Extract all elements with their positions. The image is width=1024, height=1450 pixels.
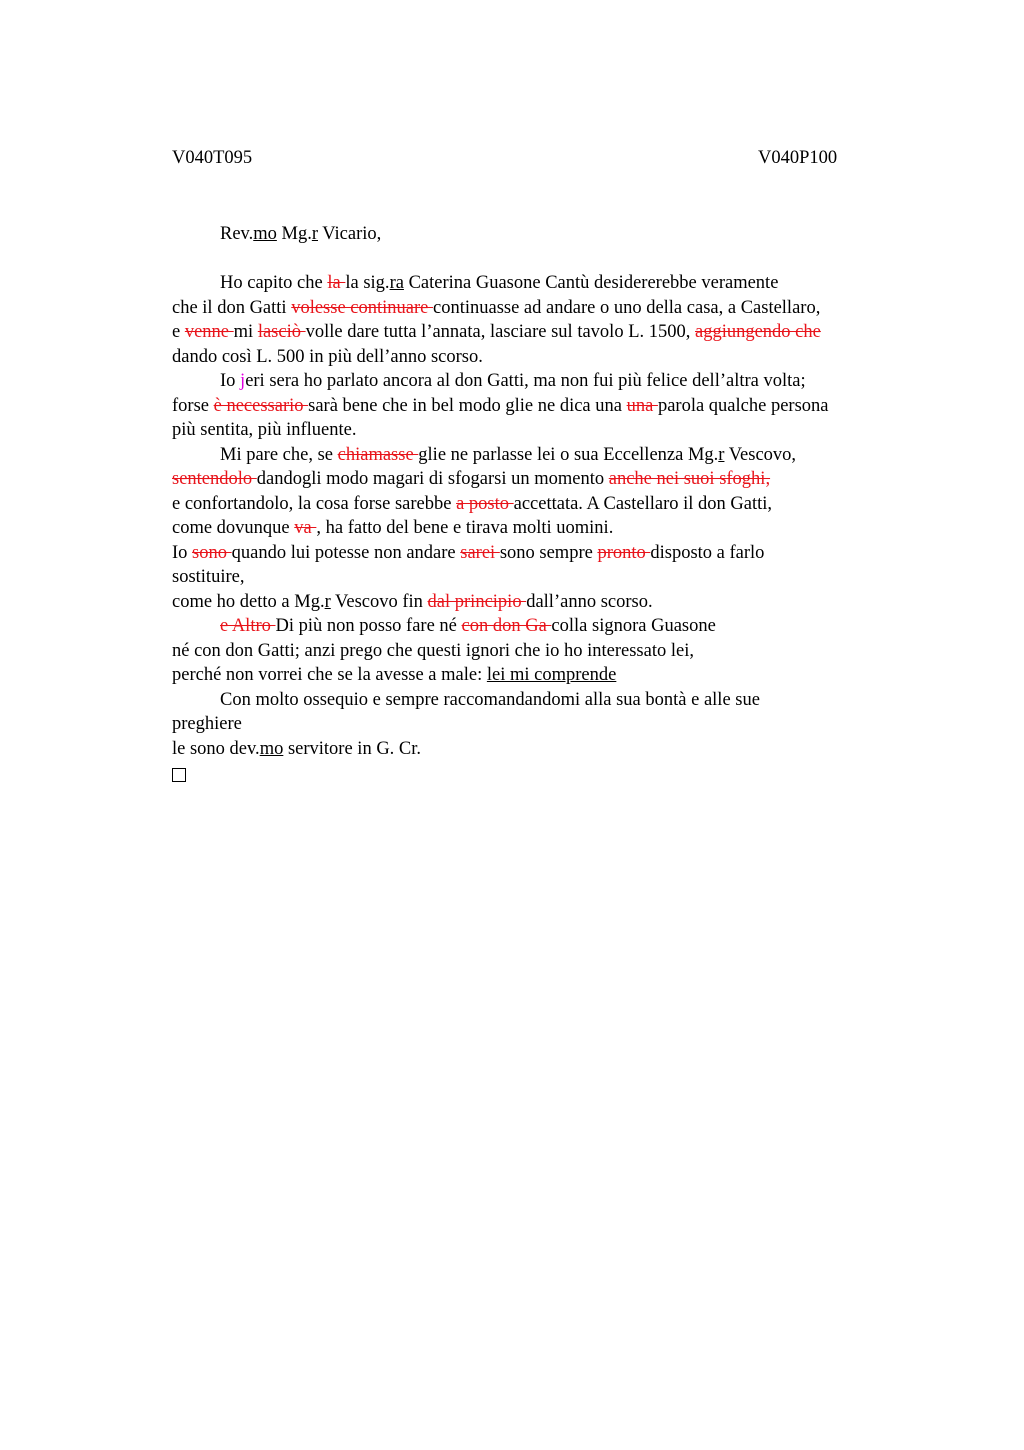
text-run: eri sera ho parlato ancora al don Gatti, ma non fui più felice dell’altra volta;	[245, 371, 806, 391]
deleted-text: a posto	[456, 493, 514, 514]
text-run: r	[718, 444, 725, 465]
deleted-text: la	[327, 273, 346, 293]
text-run: sostituire,	[172, 567, 245, 587]
text-line	[172, 541, 932, 566]
text-run: mi	[233, 322, 258, 342]
deleted-text: è necessario	[213, 395, 309, 416]
text-line	[172, 590, 932, 615]
text-run: volle dare tutta l’annata, lasciare sul tavolo L. 1500,	[305, 322, 695, 342]
text-run: sarà bene che in bel modo glie ne dica una	[308, 395, 627, 416]
text-run: Rev.	[220, 224, 254, 244]
deleted-text: e Altro	[220, 616, 276, 636]
salutation	[172, 222, 932, 247]
text-run: lei mi comprende	[486, 665, 617, 685]
text-line	[172, 320, 932, 345]
deleted-text: anche nei suoi sfoghi,	[608, 469, 771, 489]
text-line	[172, 712, 932, 737]
deleted-text: sarei	[460, 542, 500, 563]
text-run: parola qualche persona	[657, 395, 829, 416]
text-run: continuasse ad andare o uno della casa, a Castellaro,	[433, 297, 821, 318]
text-run: come ho detto a Mg.	[172, 591, 325, 612]
text-run: forse	[172, 395, 214, 416]
text-line	[172, 418, 932, 443]
text-line	[172, 296, 932, 321]
text-line	[172, 565, 932, 590]
text-run: Di più non posso fare né	[275, 616, 462, 636]
text-line	[172, 663, 932, 688]
text-run: la sig.	[345, 273, 390, 293]
text-line	[172, 345, 932, 370]
deleted-text: con don Ga	[461, 616, 552, 636]
deleted-text: aggiungendo che	[695, 322, 821, 342]
deleted-text: sono	[192, 542, 232, 563]
text-run: mo	[259, 738, 284, 759]
deleted-text: volesse continuare	[291, 297, 433, 318]
text-run: accettata. A Castellaro il don Gatti,	[513, 493, 773, 514]
text-run: disposto a farlo	[650, 542, 765, 563]
text-run: Vescovo fin	[330, 591, 428, 612]
deleted-text: pronto	[597, 542, 651, 563]
text-run: , ha fatto del bene e tirava molti uomini.	[316, 518, 614, 538]
text-line	[172, 639, 932, 664]
blank-line	[172, 247, 932, 272]
text-line	[172, 492, 932, 517]
deleted-text: lasciò	[257, 322, 306, 342]
text-run: come dovunque	[172, 518, 295, 538]
text-run: le sono dev.	[172, 738, 260, 759]
deleted-text: dal principio	[427, 591, 527, 612]
text-run: e	[172, 322, 185, 342]
document-code-left: V040T095	[172, 148, 253, 168]
text-run: che il don Gatti	[172, 297, 292, 318]
text-line	[172, 443, 932, 468]
text-run: dall’anno scorso.	[526, 591, 653, 612]
text-run: servitore in G. Cr.	[283, 738, 422, 759]
text-run: e confortandolo, la cosa forse sarebbe	[172, 493, 457, 514]
text-run: colla signora Guasone	[551, 616, 716, 636]
text-run: Mg.	[276, 224, 312, 244]
text-run: più sentita, più influente.	[172, 420, 357, 440]
signature-line	[172, 737, 932, 762]
text-line	[172, 394, 932, 419]
text-run: r	[311, 224, 318, 244]
deleted-text: va	[294, 518, 317, 538]
document-code-right: V040P100	[758, 148, 838, 168]
text-run: Con molto ossequio e sempre raccomandandomi alla sua bontà e alle sue	[220, 689, 760, 710]
text-line	[172, 467, 932, 492]
text-run: Vescovo,	[724, 444, 797, 465]
text-line	[172, 271, 932, 296]
deleted-text: sentendolo	[172, 469, 257, 489]
text-run: sono sempre	[499, 542, 598, 563]
text-run: mo	[253, 224, 277, 244]
deleted-text: venne	[184, 322, 234, 342]
text-run: dando così L. 500 in più dell’anno scorso.	[172, 346, 483, 367]
text-run: r	[324, 591, 331, 612]
text-run: Mi pare che, se	[220, 444, 338, 465]
square-box-icon	[172, 768, 186, 782]
text-line	[172, 688, 932, 713]
text-run: Io	[172, 542, 193, 563]
text-run: dandogli modo magari di sfogarsi un momento	[256, 469, 609, 489]
deleted-text: chiamasse	[337, 444, 419, 465]
text-run: Caterina Guasone Cantù desidererebbe veramente	[403, 273, 779, 293]
text-line	[172, 516, 932, 541]
letter-body	[172, 222, 932, 790]
deleted-text: una	[626, 395, 658, 416]
text-line	[172, 369, 932, 394]
text-line	[172, 614, 932, 639]
text-run: ra	[389, 273, 404, 293]
text-run: Ho capito che	[220, 273, 328, 293]
text-run: preghiere	[172, 714, 242, 734]
text-run: quando lui potesse non andare	[231, 542, 461, 563]
text-run: glie ne parlasse lei o sua Eccellenza Mg.	[418, 444, 719, 465]
inserted-text: j	[240, 371, 246, 391]
text-run: Vicario,	[318, 224, 382, 244]
text-run: perché non vorrei che se la avesse a male:	[172, 665, 487, 685]
text-run: né con don Gatti; anzi prego che questi ignori che io ho interessato lei,	[172, 640, 694, 661]
end-marker	[172, 761, 932, 790]
text-run: Io	[220, 371, 241, 391]
